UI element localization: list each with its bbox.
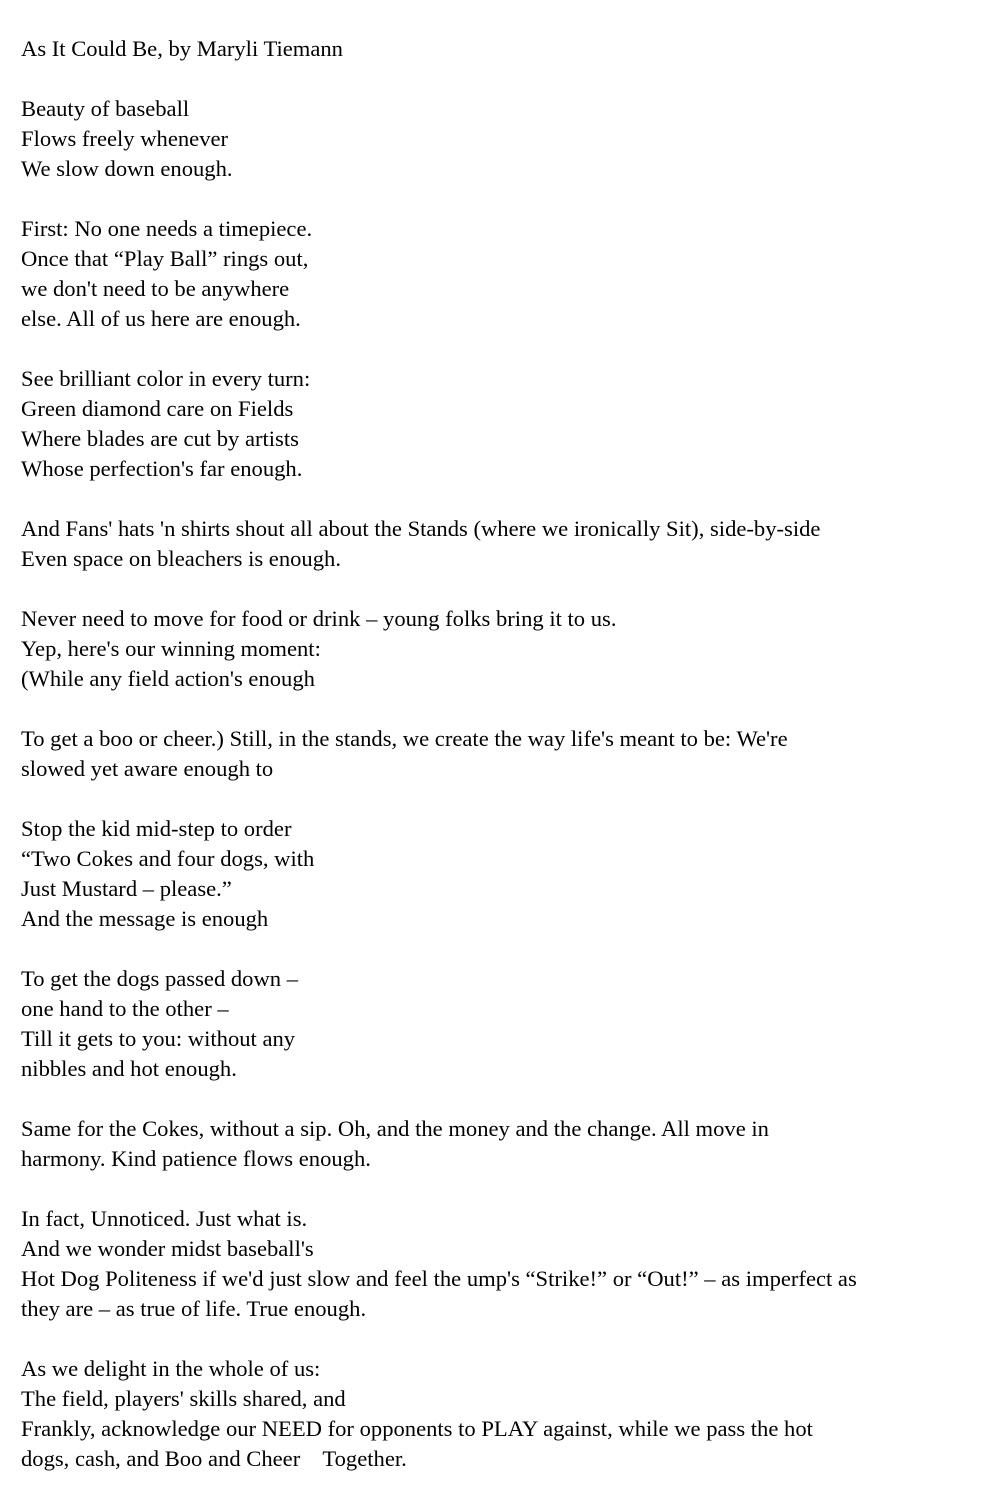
stanza-gap: [21, 484, 999, 514]
poem-line: To get the dogs passed down –: [21, 966, 299, 991]
poem-line: To get a boo or cheer.) Still, in the stands, we create the way life's meant to be: We're: [21, 726, 788, 751]
poem-line: Whose perfection's far enough.: [21, 456, 303, 481]
poem-line: Flows freely whenever: [21, 126, 229, 151]
poem-line: As we delight in the whole of us:: [21, 1356, 321, 1381]
stanza-6: [21, 724, 999, 784]
poem-line: Till it gets to you: without any: [21, 1026, 296, 1051]
poem-line: nibbles and hot enough.: [21, 1056, 237, 1081]
poem-document: [21, 34, 999, 1474]
poem-line: The field, players' skills shared, and: [21, 1386, 346, 1411]
stanza-gap: [21, 1324, 999, 1354]
stanza-gap: [21, 64, 999, 94]
poem-line: “Two Cokes and four dogs, with: [21, 846, 315, 871]
poem-line: See brilliant color in every turn:: [21, 366, 311, 391]
stanza-1: [21, 94, 999, 184]
poem-line: Once that “Play Ball” rings out,: [21, 246, 309, 271]
stanza-11: [21, 1354, 999, 1474]
poem-line: In fact, Unnoticed. Just what is.: [21, 1206, 308, 1231]
stanza-10: [21, 1204, 999, 1324]
poem-line: dogs, cash, and Boo and Cheer Together.: [21, 1446, 407, 1471]
poem-line: they are – as true of life. True enough.: [21, 1296, 367, 1321]
poem-line: Never need to move for food or drink – young folks bring it to us.: [21, 606, 617, 631]
stanza-gap: [21, 1084, 999, 1114]
stanza-5: [21, 604, 999, 694]
poem-line: Beauty of baseball: [21, 96, 190, 121]
stanza-gap: [21, 694, 999, 724]
poem-line: Where blades are cut by artists: [21, 426, 299, 451]
poem-line: one hand to the other –: [21, 996, 229, 1021]
poem-line: Same for the Cokes, without a sip. Oh, and the money and the change. All move in: [21, 1116, 769, 1141]
stanza-7: [21, 814, 999, 934]
poem-line: And we wonder midst baseball's: [21, 1236, 314, 1261]
stanza-gap: [21, 334, 999, 364]
poem-line: We slow down enough.: [21, 156, 233, 181]
stanza-8: [21, 964, 999, 1084]
stanza-gap: [21, 784, 999, 814]
stanza-gap: [21, 934, 999, 964]
poem-line: slowed yet aware enough to: [21, 756, 274, 781]
stanza-4: [21, 514, 999, 574]
poem-line: we don't need to be anywhere: [21, 276, 290, 301]
poem-line: And the message is enough: [21, 906, 269, 931]
stanza-9: [21, 1114, 999, 1174]
poem-line: Frankly, acknowledge our NEED for opponents to PLAY against, while we pass the hot: [21, 1416, 813, 1441]
poem-line: And Fans' hats 'n shirts shout all about the Stands (where we ironically Sit), side-by-side: [21, 516, 821, 541]
stanza-gap: [21, 574, 999, 604]
poem-line: Hot Dog Politeness if we'd just slow and feel the ump's “Strike!” or “Out!” – as imperfect as: [21, 1266, 857, 1291]
stanza-gap: [21, 1174, 999, 1204]
poem-line: First: No one needs a timepiece.: [21, 216, 313, 241]
poem-line: else. All of us here are enough.: [21, 306, 301, 331]
poem-title: As It Could Be, by Maryli Tiemann: [21, 36, 343, 61]
poem-line: harmony. Kind patience flows enough.: [21, 1146, 371, 1171]
poem-line: Stop the kid mid-step to order: [21, 816, 292, 841]
stanza-gap: [21, 184, 999, 214]
poem-line: (While any field action's enough: [21, 666, 315, 691]
poem-line: Just Mustard – please.”: [21, 876, 232, 901]
poem-line: Even space on bleachers is enough.: [21, 546, 341, 571]
poem-line: Yep, here's our winning moment:: [21, 636, 321, 661]
stanza-2: [21, 214, 999, 334]
stanza-3: [21, 364, 999, 484]
poem-line: Green diamond care on Fields: [21, 396, 294, 421]
